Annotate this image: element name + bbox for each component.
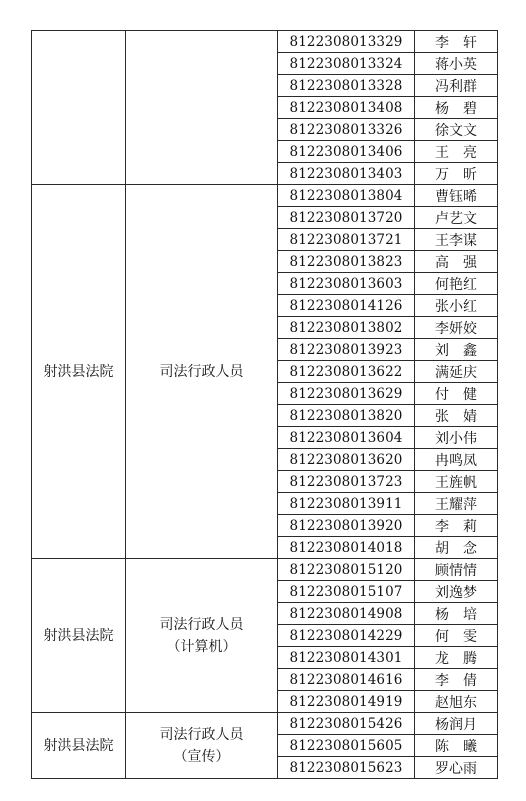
exam-number-cell: 8122308013804 bbox=[278, 185, 415, 207]
candidate-name-cell: 蒋小英 bbox=[415, 53, 498, 75]
exam-number-cell: 8122308014616 bbox=[278, 669, 415, 691]
table-row bbox=[32, 559, 498, 581]
exam-number-cell: 8122308013324 bbox=[278, 53, 415, 75]
exam-number-cell: 8122308013403 bbox=[278, 163, 415, 185]
candidate-name-cell: 陈 曦 bbox=[415, 735, 498, 757]
candidate-name-cell: 刘 鑫 bbox=[415, 339, 498, 361]
table-row bbox=[32, 713, 498, 735]
exam-number-cell: 8122308013329 bbox=[278, 31, 415, 53]
exam-number-cell: 8122308014908 bbox=[278, 603, 415, 625]
candidate-name-cell: 龙 腾 bbox=[415, 647, 498, 669]
position-cell bbox=[126, 185, 278, 559]
exam-number-cell: 8122308015120 bbox=[278, 559, 415, 581]
candidate-name-cell: 刘逸梦 bbox=[415, 581, 498, 603]
exam-number-cell: 8122308015426 bbox=[278, 713, 415, 735]
employer-unit-cell: 射洪县法院 bbox=[32, 185, 126, 559]
candidate-name-cell: 赵旭东 bbox=[415, 691, 498, 713]
position-cell bbox=[126, 559, 278, 713]
exam-number-cell: 8122308013923 bbox=[278, 339, 415, 361]
candidate-name-cell: 李 轩 bbox=[415, 31, 498, 53]
exam-number-cell: 8122308013603 bbox=[278, 273, 415, 295]
position-note: （宣传） bbox=[173, 748, 230, 765]
exam-number-cell: 8122308013408 bbox=[278, 97, 415, 119]
candidate-name-cell: 刘小伟 bbox=[415, 427, 498, 449]
exam-number-cell: 8122308013721 bbox=[278, 229, 415, 251]
exam-number-cell: 8122308013326 bbox=[278, 119, 415, 141]
exam-number-cell: 8122308013820 bbox=[278, 405, 415, 427]
candidate-name-cell: 杨 碧 bbox=[415, 97, 498, 119]
candidate-name-cell: 满延庆 bbox=[415, 361, 498, 383]
candidate-name-cell: 徐文文 bbox=[415, 119, 498, 141]
candidate-name-cell: 王旌帆 bbox=[415, 471, 498, 493]
exam-number-cell: 8122308013823 bbox=[278, 251, 415, 273]
candidate-name-cell: 李 莉 bbox=[415, 515, 498, 537]
exam-number-cell: 8122308013911 bbox=[278, 493, 415, 515]
candidate-name-cell: 张 婧 bbox=[415, 405, 498, 427]
candidate-name-cell: 张小红 bbox=[415, 295, 498, 317]
exam-number-cell: 8122308014018 bbox=[278, 537, 415, 559]
exam-number-cell: 8122308014301 bbox=[278, 647, 415, 669]
position-cell bbox=[126, 713, 278, 779]
exam-number-cell: 8122308013328 bbox=[278, 75, 415, 97]
roster-body bbox=[32, 31, 498, 779]
candidate-name-cell: 冉鸣凤 bbox=[415, 449, 498, 471]
employer-unit-cell: 射洪县法院 bbox=[32, 559, 126, 713]
exam-number-cell: 8122308013802 bbox=[278, 317, 415, 339]
candidate-name-cell: 曹钰晞 bbox=[415, 185, 498, 207]
candidate-name-cell: 何艳红 bbox=[415, 273, 498, 295]
exam-number-cell: 8122308013620 bbox=[278, 449, 415, 471]
exam-number-cell: 8122308013920 bbox=[278, 515, 415, 537]
exam-number-cell: 8122308013406 bbox=[278, 141, 415, 163]
exam-number-cell: 8122308015107 bbox=[278, 581, 415, 603]
exam-number-cell: 8122308015623 bbox=[278, 757, 415, 779]
position-title: 司法行政人员 bbox=[159, 616, 244, 633]
candidate-name-cell: 李 倩 bbox=[415, 669, 498, 691]
table-row bbox=[32, 31, 498, 53]
candidate-name-cell: 王耀萍 bbox=[415, 493, 498, 515]
exam-number-cell: 8122308014919 bbox=[278, 691, 415, 713]
candidate-name-cell: 高 强 bbox=[415, 251, 498, 273]
candidate-name-cell: 何 雯 bbox=[415, 625, 498, 647]
candidate-name-cell: 万 昕 bbox=[415, 163, 498, 185]
exam-number-cell: 8122308015605 bbox=[278, 735, 415, 757]
exam-number-cell: 8122308014126 bbox=[278, 295, 415, 317]
employer-unit-cell: 射洪县法院 bbox=[32, 713, 126, 779]
position-cell bbox=[126, 31, 278, 185]
admission-roster-table bbox=[31, 30, 498, 779]
exam-number-cell: 8122308014229 bbox=[278, 625, 415, 647]
candidate-name-cell: 罗心雨 bbox=[415, 757, 498, 779]
candidate-name-cell: 顾情情 bbox=[415, 559, 498, 581]
candidate-name-cell: 李妍姣 bbox=[415, 317, 498, 339]
candidate-name-cell: 杨润月 bbox=[415, 713, 498, 735]
exam-number-cell: 8122308013723 bbox=[278, 471, 415, 493]
candidate-name-cell: 王李谋 bbox=[415, 229, 498, 251]
employer-unit-cell bbox=[32, 31, 126, 185]
candidate-name-cell: 杨 培 bbox=[415, 603, 498, 625]
candidate-name-cell: 卢艺文 bbox=[415, 207, 498, 229]
candidate-name-cell: 冯利群 bbox=[415, 75, 498, 97]
position-title: 司法行政人员 bbox=[159, 363, 244, 380]
candidate-name-cell: 王 亮 bbox=[415, 141, 498, 163]
candidate-name-cell: 付 健 bbox=[415, 383, 498, 405]
position-title: 司法行政人员 bbox=[159, 726, 244, 743]
exam-number-cell: 8122308013604 bbox=[278, 427, 415, 449]
candidate-name-cell: 胡 念 bbox=[415, 537, 498, 559]
exam-number-cell: 8122308013629 bbox=[278, 383, 415, 405]
position-note: （计算机） bbox=[166, 638, 237, 655]
table-row bbox=[32, 185, 498, 207]
exam-number-cell: 8122308013720 bbox=[278, 207, 415, 229]
exam-number-cell: 8122308013622 bbox=[278, 361, 415, 383]
